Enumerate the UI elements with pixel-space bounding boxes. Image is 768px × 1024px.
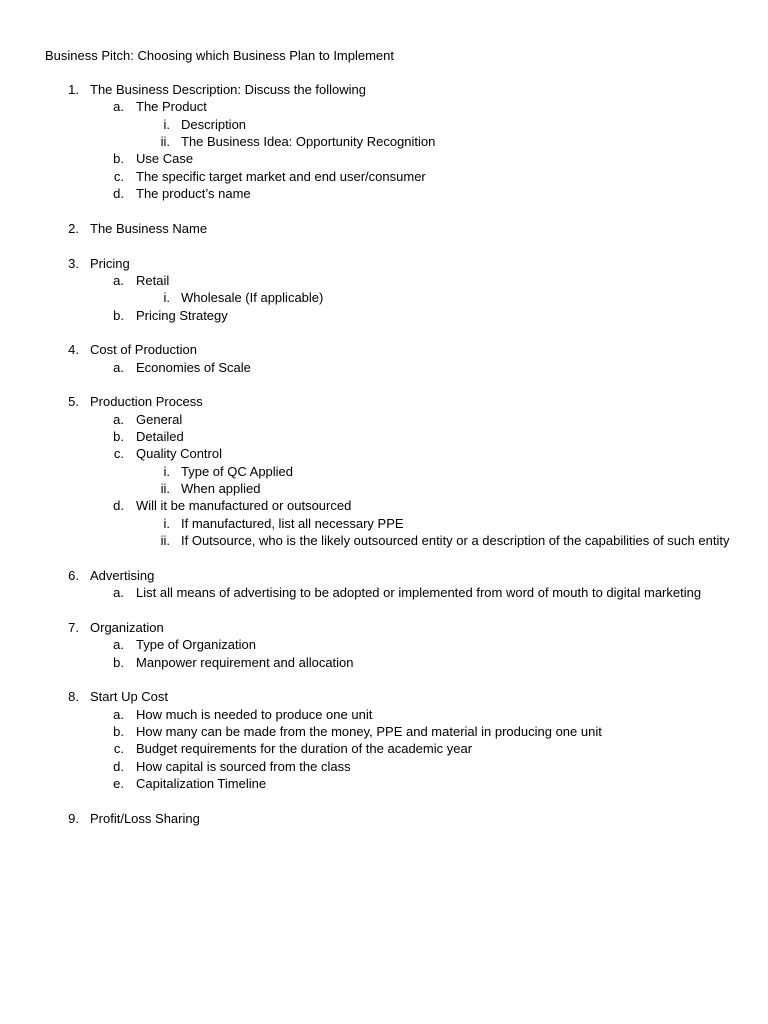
section-1-item-marker: c. <box>113 168 124 184</box>
section-5-subitem-marker: ii. <box>160 533 170 549</box>
section-5-item-label: Detailed <box>136 429 184 444</box>
section-5-subitem-marker: ii. <box>160 481 170 497</box>
section-8-item-label: How much is needed to produce one unit <box>136 706 373 722</box>
section-5-item-marker: b. <box>113 429 124 444</box>
section-1-subitem-label: Description <box>181 116 247 132</box>
section-2-label: The Business Name <box>90 220 208 236</box>
section-5-item-marker: d. <box>113 498 124 514</box>
section-5-subitem-label: Type of QC Applied <box>181 463 294 479</box>
section-7-label: Organization <box>90 619 164 635</box>
section-3-item-label: Pricing Strategy <box>136 307 228 323</box>
section-3-subitem-marker: i. <box>163 290 170 306</box>
section-7-item-marker: a. <box>113 637 124 653</box>
section-1-item-label: Use Case <box>136 151 194 167</box>
section-1-item-marker: d. <box>113 186 124 202</box>
section-3-item-marker: b. <box>113 307 124 323</box>
section-5-subitem-label: When applied <box>181 481 261 497</box>
document-title: Business Pitch: Choosing which Business Plan to Implement <box>45 48 395 63</box>
section-1-item-marker: a. <box>113 99 124 115</box>
section-6-item-marker: a. <box>113 585 124 601</box>
section-9-marker: 9. <box>68 810 79 826</box>
section-1-subitem-label: The Business Idea: Opportunity Recognition <box>181 134 436 150</box>
section-9-label: Profit/Loss Sharing <box>90 810 200 826</box>
section-5-item-label: Will it be manufactured or outsourced <box>136 498 352 514</box>
section-8-label: Start Up Cost <box>90 689 169 705</box>
section-7-item-label: Manpower requirement and allocation <box>136 654 354 670</box>
section-5-subitem-label: If manufactured, list all necessary PPE <box>181 515 404 531</box>
section-4-item-label: Economies of Scale <box>136 359 251 375</box>
section-8-item-label: How capital is sourced from the class <box>136 758 351 774</box>
section-8-item-marker: d. <box>113 758 124 774</box>
section-6-marker: 6. <box>68 567 79 583</box>
section-3-marker: 3. <box>68 255 79 271</box>
section-4-marker: 4. <box>68 342 79 358</box>
section-8-item-marker: a. <box>113 706 124 722</box>
section-1-item-label: The Product <box>136 99 207 115</box>
section-5-subitem-marker: i. <box>163 515 170 531</box>
section-8-item-marker: c. <box>113 741 124 757</box>
section-4-item-marker: a. <box>113 359 124 375</box>
section-5-subitem-label: If Outsource, who is the likely outsourced entity or a description of the capabilities of such entity <box>181 533 730 549</box>
section-1-marker: 1. <box>68 82 79 97</box>
section-1-label: The Business Description: Discuss the following <box>90 82 367 97</box>
section-1-item-label: The specific target market and end user/consumer <box>136 168 426 184</box>
section-7-item-marker: b. <box>113 654 124 670</box>
section-6-item-label: List all means of advertising to be adopted or implemented from word of mouth to digital marketing <box>136 585 702 601</box>
section-7-item-label: Type of Organization <box>136 637 256 653</box>
section-8-item-label: Capitalization Timeline <box>136 776 267 791</box>
section-8-item-label: How many can be made from the money, PPE and material in producing one unit <box>136 723 602 739</box>
section-8-item-label: Budget requirements for the duration of the academic year <box>136 741 473 757</box>
section-8-item-marker: e. <box>113 776 124 791</box>
section-3-label: Pricing <box>90 255 130 271</box>
section-4-label: Cost of Production <box>90 342 197 358</box>
section-5-marker: 5. <box>68 394 79 410</box>
section-3-subitem-label: Wholesale (If applicable) <box>181 290 324 306</box>
section-5-item-marker: c. <box>113 446 124 462</box>
section-5-item-label: Quality Control <box>136 446 222 462</box>
section-1-item-marker: b. <box>113 151 124 167</box>
section-3-item-label: Retail <box>136 272 170 288</box>
section-3-item-marker: a. <box>113 272 124 288</box>
section-8-marker: 8. <box>68 689 79 705</box>
section-6-label: Advertising <box>90 567 155 583</box>
section-5-item-marker: a. <box>113 411 124 427</box>
section-5-subitem-marker: i. <box>163 463 170 479</box>
section-1-subitem-marker: i. <box>163 116 170 132</box>
section-1-item-label: The product’s name <box>136 186 251 202</box>
section-5-item-label: General <box>136 411 183 427</box>
section-8-item-marker: b. <box>113 723 124 739</box>
section-1-subitem-marker: ii. <box>160 134 170 150</box>
section-2-marker: 2. <box>68 220 79 236</box>
section-5-label: Production Process <box>90 394 203 410</box>
section-7-marker: 7. <box>68 619 79 635</box>
